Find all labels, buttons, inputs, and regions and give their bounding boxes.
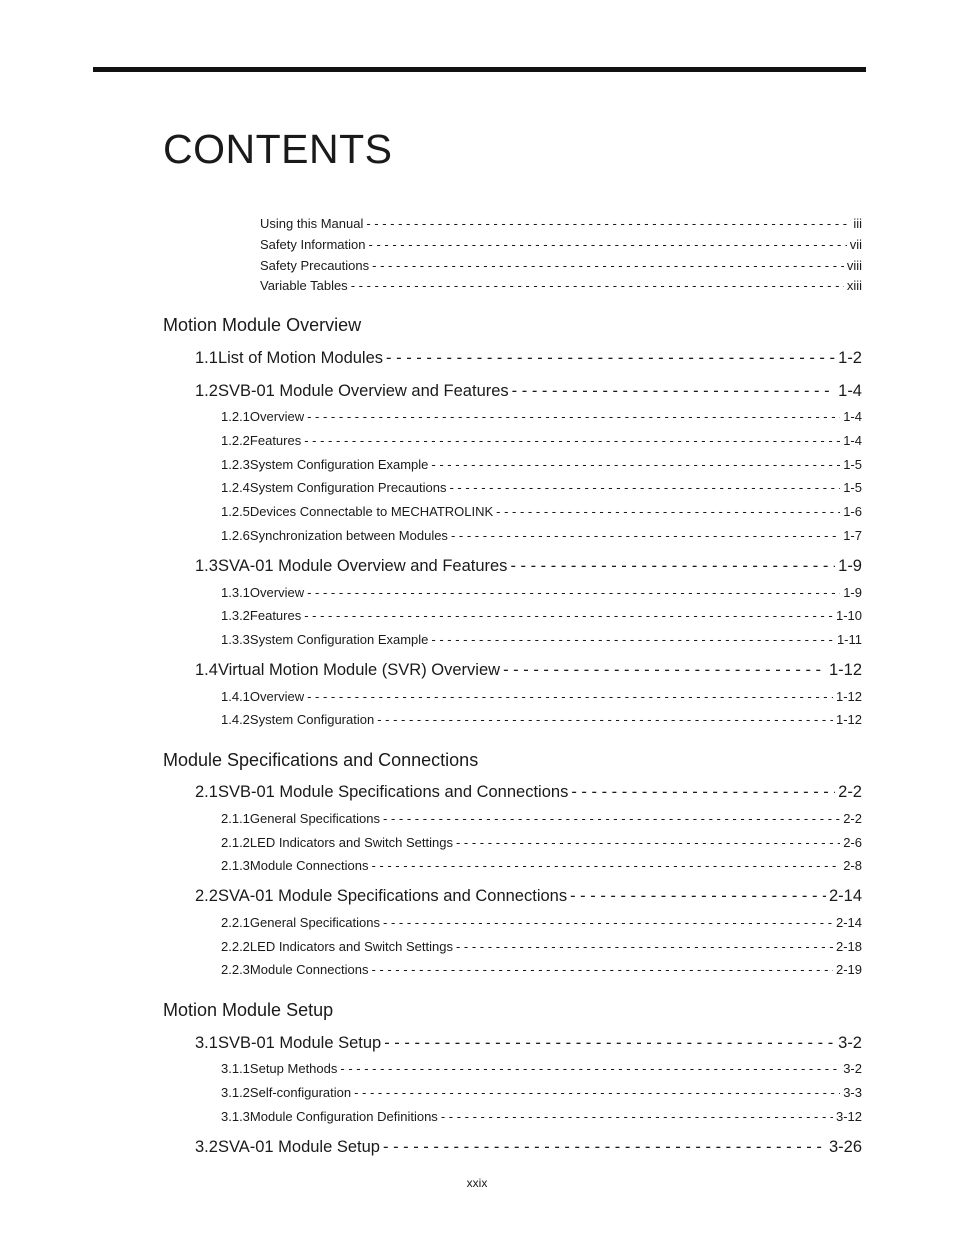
entry-number: 1.2.6 bbox=[221, 528, 250, 543]
entry-number: 2.2.3 bbox=[221, 962, 250, 977]
entry-title: SVA-01 Module Overview and Features bbox=[217, 557, 508, 575]
entry-page: 1-4 bbox=[838, 382, 862, 400]
entry-number: 1.4 bbox=[195, 661, 218, 679]
entry-number: 3.1.1 bbox=[221, 1061, 250, 1076]
entry-page: vii bbox=[849, 237, 862, 252]
entry-number: 1.2.2 bbox=[221, 433, 250, 448]
entry-title: System Configuration bbox=[249, 712, 375, 727]
entry-title: System Configuration Precautions bbox=[249, 480, 447, 495]
toc-entry-subsection[interactable] bbox=[221, 480, 862, 495]
dot-leader bbox=[512, 382, 835, 401]
dot-leader bbox=[503, 661, 826, 680]
entry-page: 2-19 bbox=[835, 962, 862, 977]
entry-page: 2-18 bbox=[835, 939, 862, 954]
entry-title: Module Connections bbox=[249, 962, 369, 977]
dot-leader bbox=[372, 258, 844, 273]
entry-page: 2-2 bbox=[843, 811, 862, 826]
entry-number: 2.1 bbox=[195, 783, 218, 801]
entry-title: Overview bbox=[249, 689, 305, 704]
toc-entry-subsection[interactable] bbox=[221, 457, 862, 472]
toc-entry-subsection[interactable] bbox=[221, 962, 862, 977]
entry-title: SVA-01 Module Specifications and Connections bbox=[217, 887, 568, 905]
toc-entry-section[interactable] bbox=[195, 1034, 862, 1053]
entry-number: 1.3.1 bbox=[221, 585, 250, 600]
dot-leader bbox=[304, 608, 833, 623]
dot-leader bbox=[496, 504, 840, 519]
dot-leader bbox=[456, 939, 833, 954]
dot-leader bbox=[371, 858, 840, 873]
entry-page: 1-11 bbox=[836, 632, 862, 647]
entry-number: 2.1.1 bbox=[221, 811, 250, 826]
entry-page: 1-2 bbox=[838, 349, 862, 367]
page-number: xxix bbox=[466, 1176, 488, 1190]
entry-page: 1-7 bbox=[843, 528, 862, 543]
toc-entry-section[interactable] bbox=[195, 783, 862, 802]
toc-entry-subsection[interactable] bbox=[221, 409, 862, 424]
entry-page: 3-12 bbox=[835, 1109, 862, 1124]
toc-entry-front[interactable] bbox=[260, 216, 862, 231]
entry-number: 1.4.2 bbox=[221, 712, 250, 727]
entry-page: 1-12 bbox=[835, 689, 862, 704]
entry-number: 1.3.2 bbox=[221, 608, 250, 623]
toc-entry-section[interactable] bbox=[195, 661, 862, 680]
entry-title: General Specifications bbox=[249, 811, 380, 826]
toc-entry-subsection[interactable] bbox=[221, 433, 862, 448]
entry-page: viii bbox=[846, 258, 862, 273]
entry-title: SVB-01 Module Setup bbox=[217, 1034, 382, 1052]
dot-leader bbox=[307, 585, 840, 600]
entry-page: 1-4 bbox=[843, 433, 862, 448]
entry-page: 3-2 bbox=[843, 1061, 862, 1076]
dot-leader bbox=[377, 712, 833, 727]
entry-page: 3-3 bbox=[843, 1085, 862, 1100]
toc-entry-section[interactable] bbox=[195, 382, 862, 401]
entry-title: Module Connections bbox=[249, 858, 369, 873]
dot-leader bbox=[431, 632, 834, 647]
toc-entry-subsection[interactable] bbox=[221, 811, 862, 826]
dot-leader bbox=[510, 557, 835, 576]
toc-entry-section[interactable] bbox=[195, 557, 862, 576]
dot-leader bbox=[383, 811, 840, 826]
entry-page: 2-8 bbox=[843, 858, 862, 873]
entry-title: SVB-01 Module Specifications and Connections bbox=[217, 783, 569, 801]
entry-title: Safety Precautions bbox=[260, 258, 370, 273]
toc-entry-section[interactable] bbox=[195, 349, 862, 368]
entry-title: List of Motion Modules bbox=[217, 349, 384, 367]
chapter-heading[interactable]: Module Specifications and Connections bbox=[163, 750, 479, 770]
dot-leader bbox=[386, 349, 835, 368]
entry-title: General Specifications bbox=[249, 915, 380, 930]
entry-title: Module Configuration Definitions bbox=[249, 1109, 438, 1124]
dot-leader bbox=[371, 962, 833, 977]
entry-title: Features bbox=[249, 608, 302, 623]
entry-page: xiii bbox=[846, 278, 862, 293]
entry-title: Overview bbox=[249, 585, 305, 600]
entry-title: Features bbox=[249, 433, 302, 448]
toc-entry-subsection[interactable] bbox=[221, 939, 862, 954]
page-title: CONTENTS bbox=[163, 126, 393, 172]
dot-leader bbox=[383, 1138, 826, 1157]
entry-number: 2.1.3 bbox=[221, 858, 250, 873]
entry-number: 1.1 bbox=[195, 349, 218, 367]
dot-leader bbox=[351, 278, 844, 293]
chapter-heading[interactable]: Motion Module Overview bbox=[163, 315, 362, 335]
entry-number: 1.2.3 bbox=[221, 457, 250, 472]
toc-entry-subsection[interactable] bbox=[221, 1085, 862, 1100]
entry-number: 3.1.2 bbox=[221, 1085, 250, 1100]
dot-leader bbox=[383, 915, 833, 930]
entry-page: 1-12 bbox=[835, 712, 862, 727]
entry-page: 2-2 bbox=[838, 783, 862, 801]
entry-number: 2.1.2 bbox=[221, 835, 250, 850]
dot-leader bbox=[354, 1085, 840, 1100]
entry-title: Variable Tables bbox=[260, 278, 348, 293]
entry-title: SVB-01 Module Overview and Features bbox=[217, 382, 509, 400]
entry-title: Synchronization between Modules bbox=[249, 528, 448, 543]
dot-leader bbox=[304, 433, 840, 448]
dot-leader bbox=[384, 1034, 835, 1053]
dot-leader bbox=[441, 1109, 833, 1124]
entry-number: 3.2 bbox=[195, 1138, 218, 1156]
entry-number: 1.4.1 bbox=[221, 689, 250, 704]
dot-leader bbox=[369, 237, 847, 252]
entry-page: 1-10 bbox=[835, 608, 862, 623]
dot-leader bbox=[456, 835, 840, 850]
entry-number: 3.1.3 bbox=[221, 1109, 250, 1124]
dot-leader bbox=[451, 528, 840, 543]
entry-page: 2-14 bbox=[835, 915, 862, 930]
toc-entry-subsection[interactable] bbox=[221, 858, 862, 873]
entry-title: Safety Information bbox=[260, 237, 366, 252]
entry-title: Self-configuration bbox=[249, 1085, 352, 1100]
entry-title: System Configuration Example bbox=[249, 457, 429, 472]
entry-page: 1-4 bbox=[843, 409, 862, 424]
toc-entry-front[interactable] bbox=[260, 258, 862, 273]
dot-leader bbox=[571, 783, 835, 802]
entry-title: System Configuration Example bbox=[249, 632, 429, 647]
entry-number: 1.2.4 bbox=[221, 480, 250, 495]
entry-number: 1.3 bbox=[195, 557, 218, 575]
entry-page: 2-14 bbox=[828, 887, 862, 905]
toc-entry-subsection[interactable] bbox=[221, 689, 862, 704]
entry-number: 1.3.3 bbox=[221, 632, 250, 647]
entry-page: 2-6 bbox=[843, 835, 862, 850]
entry-page: 1-6 bbox=[843, 504, 862, 519]
toc-entry-subsection[interactable] bbox=[221, 585, 862, 600]
entry-title: SVA-01 Module Setup bbox=[217, 1138, 380, 1156]
toc-entry-subsection[interactable] bbox=[221, 528, 862, 543]
dot-leader bbox=[340, 1061, 840, 1076]
toc-entry-subsection[interactable] bbox=[221, 1061, 862, 1076]
toc-entry-subsection[interactable] bbox=[221, 632, 862, 647]
entry-page: iii bbox=[853, 216, 862, 231]
entry-page: 3-26 bbox=[828, 1138, 862, 1156]
toc-entry-subsection[interactable] bbox=[221, 712, 862, 727]
entry-number: 1.2.5 bbox=[221, 504, 250, 519]
entry-title: Devices Connectable to MECHATROLINK bbox=[249, 504, 494, 519]
toc-entry-subsection[interactable] bbox=[221, 835, 862, 850]
entry-number: 2.2 bbox=[195, 887, 218, 905]
entry-page: 1-5 bbox=[843, 457, 862, 472]
toc-entry-front[interactable] bbox=[260, 278, 862, 293]
entry-number: 3.1 bbox=[195, 1034, 218, 1052]
toc-entry-front[interactable] bbox=[260, 237, 862, 252]
dot-leader bbox=[366, 216, 850, 231]
entry-title: LED Indicators and Switch Settings bbox=[249, 835, 453, 850]
entry-title: Overview bbox=[249, 409, 305, 424]
entry-number: 2.2.1 bbox=[221, 915, 250, 930]
entry-page: 1-12 bbox=[828, 661, 862, 679]
dot-leader bbox=[307, 689, 833, 704]
entry-title: Setup Methods bbox=[249, 1061, 338, 1076]
entry-number: 1.2 bbox=[195, 382, 218, 400]
dot-leader bbox=[307, 409, 840, 424]
entry-page: 3-2 bbox=[838, 1034, 862, 1052]
entry-title: Virtual Motion Module (SVR) Overview bbox=[217, 661, 501, 679]
toc-entry-subsection[interactable] bbox=[221, 1109, 862, 1124]
entry-page: 1-5 bbox=[843, 480, 862, 495]
dot-leader bbox=[431, 457, 840, 472]
chapter-heading[interactable]: Motion Module Setup bbox=[163, 1000, 334, 1020]
entry-number: 2.2.2 bbox=[221, 939, 250, 954]
entry-page: 1-9 bbox=[843, 585, 862, 600]
toc-entry-section[interactable] bbox=[195, 887, 862, 906]
entry-number: 1.2.1 bbox=[221, 409, 250, 424]
entry-title: Using this Manual bbox=[260, 216, 364, 231]
toc-entry-subsection[interactable] bbox=[221, 504, 862, 519]
toc-entry-subsection[interactable] bbox=[221, 915, 862, 930]
dot-leader bbox=[570, 887, 826, 906]
top-rule bbox=[93, 67, 866, 72]
entry-page: 1-9 bbox=[838, 557, 862, 575]
toc-entry-subsection[interactable] bbox=[221, 608, 862, 623]
toc-entry-section[interactable] bbox=[195, 1138, 862, 1157]
entry-title: LED Indicators and Switch Settings bbox=[249, 939, 453, 954]
dot-leader bbox=[449, 480, 840, 495]
